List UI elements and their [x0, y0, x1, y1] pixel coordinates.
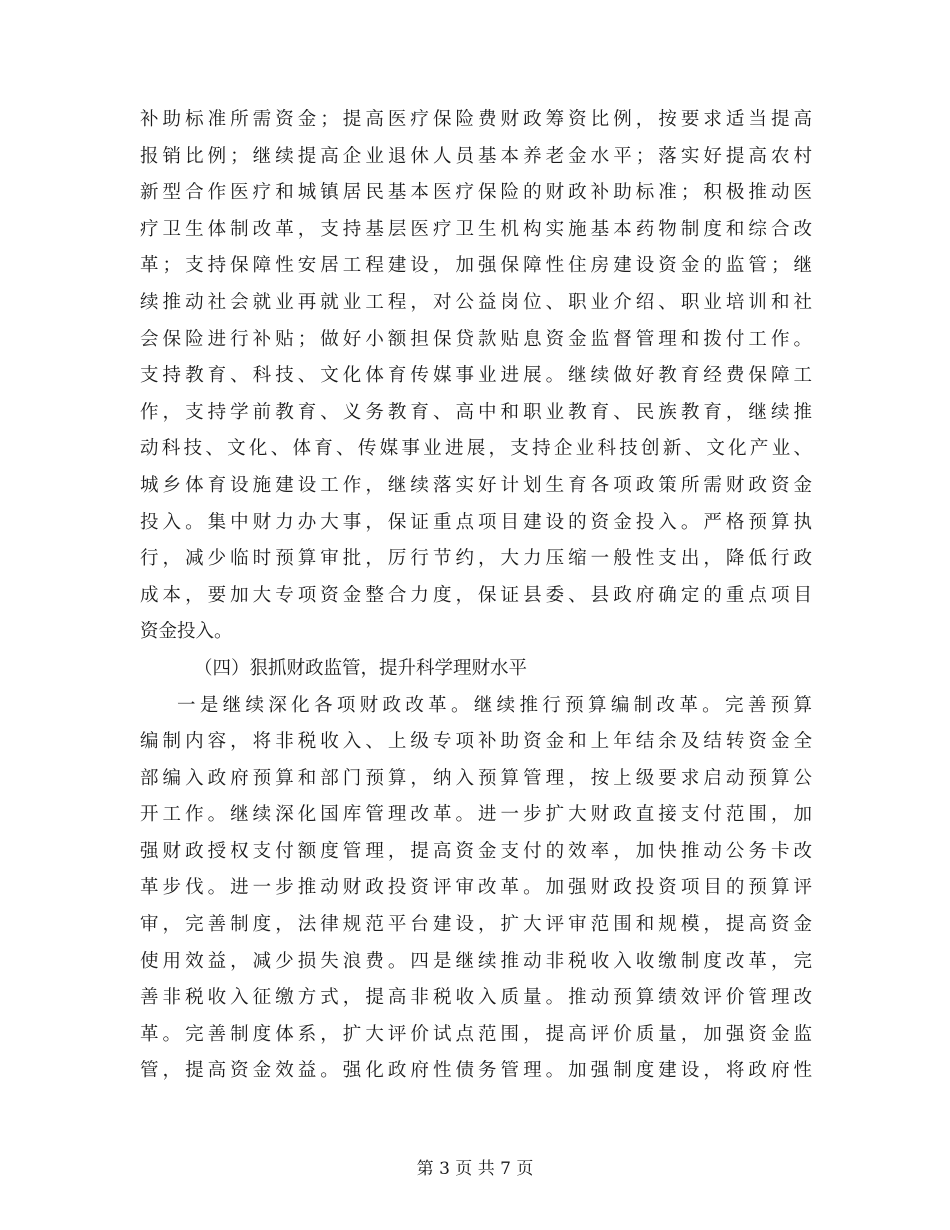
text-line: 开工作。继续深化国库管理改革。进一步扩大财政直接支付范围，加 — [140, 804, 812, 826]
document-body — [140, 102, 812, 1090]
text-line: 编制内容，将非税收入、上级专项补助资金和上年结余及结转资金全 — [140, 731, 812, 753]
text-line: 补助标准所需资金；提高医疗保险费财政筹资比例，按要求适当提高 — [140, 109, 812, 130]
text-line: 支持教育、科技、文化体育传媒事业进展。继续做好教育经费保障工 — [140, 365, 812, 387]
text-line: 作，支持学前教育、义务教育、高中和职业教育、民族教育，继续推 — [140, 401, 812, 423]
paragraph-first-line: 一是继续深化各项财政改革。继续推行预算编制改革。完善预算 — [177, 694, 812, 716]
section-heading: （四）狠抓财政监管，提升科学理财水平 — [194, 657, 528, 679]
text-line: 城乡体育设施建设工作，继续落实好计划生育各项政策所需财政资金 — [140, 474, 812, 496]
text-line: 会保险进行补贴；做好小额担保贷款贴息资金监督管理和拨付工作。 — [140, 328, 812, 350]
text-line: 使用效益，减少损失浪费。四是继续推动非税收入收缴制度改革，完 — [140, 950, 812, 972]
text-line: 资金投入。 — [140, 621, 233, 643]
text-line: 新型合作医疗和城镇居民基本医疗保险的财政补助标准；积极推动医 — [140, 182, 812, 204]
text-line: 善非税收入征缴方式，提高非税收入质量。推动预算绩效评价管理改 — [140, 987, 812, 1009]
text-line: 续推动社会就业再就业工程，对公益岗位、职业介绍、职业培训和社 — [140, 291, 812, 313]
page-number-footer: 第 3 页 共 7 页 — [416, 1159, 534, 1179]
text-line: 强财政授权支付额度管理，提高资金支付的效率，加快推动公务卡改 — [140, 840, 812, 862]
text-line: 管，提高资金效益。强化政府性债务管理。加强制度建设，将政府性 — [140, 1060, 812, 1082]
text-line: 革。完善制度体系，扩大评价试点范围，提高评价质量，加强资金监 — [140, 1023, 812, 1045]
text-line: 革；支持保障性安居工程建设，加强保障性住房建设资金的监管；继 — [140, 255, 812, 277]
text-line: 投入。集中财力办大事，保证重点项目建设的资金投入。严格预算执 — [140, 511, 812, 533]
text-line: 报销比例；继续提高企业退休人员基本养老金水平；落实好提高农村 — [140, 145, 812, 167]
text-line: 疗卫生体制改革，支持基层医疗卫生机构实施基本药物制度和综合改 — [140, 218, 812, 240]
text-line: 动科技、文化、体育、传媒事业进展，支持企业科技创新、文化产业、 — [140, 438, 812, 460]
text-line: 行，减少临时预算审批，厉行节约，大力压缩一般性支出，降低行政 — [140, 548, 812, 570]
text-line: 部编入政府预算和部门预算，纳入预算管理，按上级要求启动预算公 — [140, 767, 812, 789]
text-line: 审，完善制度，法律规范平台建设，扩大评审范围和规模，提高资金 — [140, 914, 812, 936]
text-line: 革步伐。进一步推动财政投资评审改革。加强财政投资项目的预算评 — [140, 877, 812, 899]
text-line: 成本，要加大专项资金整合力度，保证县委、县政府确定的重点项目 — [140, 584, 812, 606]
